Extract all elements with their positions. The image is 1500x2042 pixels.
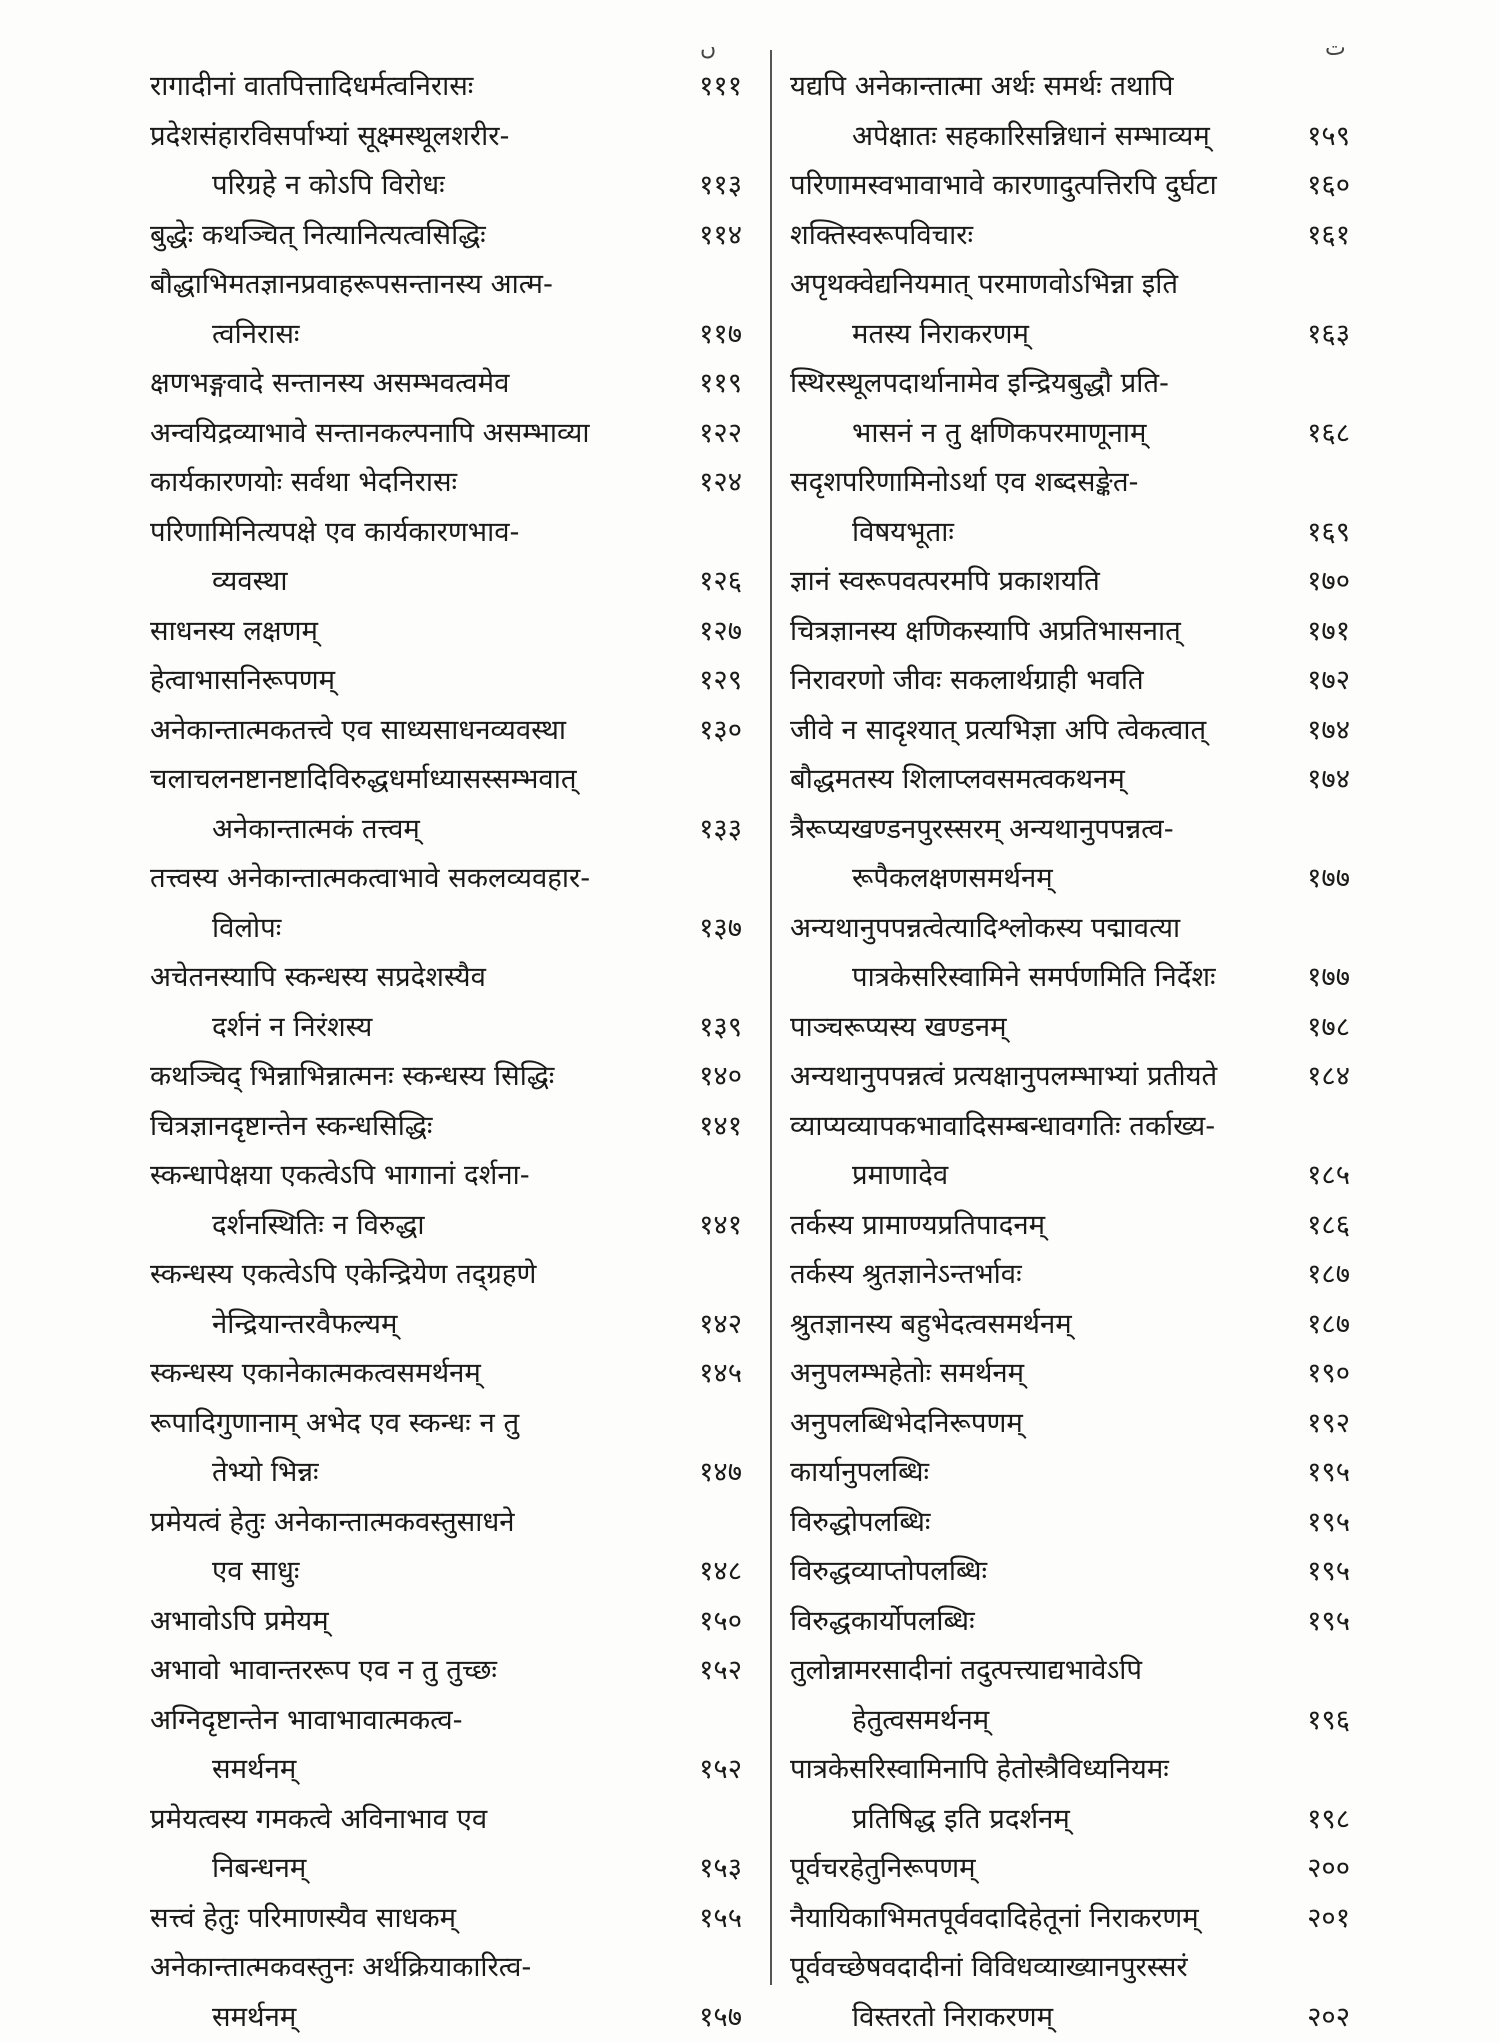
entry-title-line: साधनस्य लक्षणम् xyxy=(150,607,742,657)
entry-title-line: व्यवस्था xyxy=(150,557,742,607)
entry-title-line: तर्कस्य श्रुतज्ञानेऽन्तर्भावः xyxy=(790,1250,1350,1300)
entry-title-line: अन्यथानुपपन्नत्वेत्यादिश्लोकस्य पद्मावत्या xyxy=(790,904,1350,954)
entry-title-line: अनेकान्तात्मकं तत्त्वम् xyxy=(150,805,742,855)
entry-title-line: नेन्द्रियान्तरवैफल्यम् xyxy=(150,1300,742,1350)
toc-entry xyxy=(790,557,1350,607)
entry-title-line: विरुद्धकार्योपलब्धिः xyxy=(790,1597,1350,1647)
entry-title-line: पात्रकेसरिस्वामिनापि हेतोस्त्रैविध्यनियमः xyxy=(790,1745,1350,1795)
entry-title-line: अनुपलम्भहेतोः समर्थनम् xyxy=(790,1349,1350,1399)
toc-entry xyxy=(150,508,742,607)
entry-title-line: निरावरणो जीवः सकलार्थग्राही भवति xyxy=(790,656,1350,706)
entry-title-line: त्वनिरासः xyxy=(150,310,742,360)
entry-title-line: हेत्वाभासनिरूपणम् xyxy=(150,656,742,706)
toc-entry xyxy=(150,458,742,508)
entry-title-line: दर्शनं न निरंशस्य xyxy=(150,1003,742,1053)
entry-title-line: अनेकान्तात्मकवस्तुनः अर्थक्रियाकारित्व- xyxy=(150,1943,742,1993)
toc-entry xyxy=(150,854,742,953)
entry-page-number: १५३ xyxy=(699,1844,742,1894)
entry-page-number: १८७ xyxy=(1307,1300,1350,1350)
entry-title-line: अपेक्षातः सहकारिसन्निधानं सम्भाव्यम् xyxy=(790,112,1350,162)
entry-title-line: विलोपः xyxy=(150,904,742,954)
toc-entry xyxy=(790,1498,1350,1548)
entry-page-number: १७४ xyxy=(1307,755,1350,805)
entry-title-line: विषयभूताः xyxy=(790,508,1350,558)
entry-title-line: अचेतनस्यापि स्कन्धस्य सप्रदेशस्यैव xyxy=(150,953,742,1003)
toc-entry xyxy=(790,1646,1350,1745)
toc-entry xyxy=(790,62,1350,161)
entry-page-number: १३९ xyxy=(699,1003,742,1053)
toc-entry xyxy=(150,755,742,854)
entry-page-number: १६३ xyxy=(1307,310,1350,360)
toc-entry xyxy=(150,1646,742,1696)
entry-page-number: १७४ xyxy=(1307,706,1350,756)
entry-title-line: परिणामिनित्यपक्षे एव कार्यकारणभाव- xyxy=(150,508,742,558)
entry-title-line: अपृथक्वेद्यनियमात् परमाणवोऽभिन्ना इति xyxy=(790,260,1350,310)
toc-entry xyxy=(790,1399,1350,1449)
entry-title-line: प्रमेयत्वं हेतुः अनेकान्तात्मकवस्तुसाधने xyxy=(150,1498,742,1548)
toc-entry xyxy=(150,211,742,261)
entry-page-number: ११३ xyxy=(699,161,742,211)
entry-title-line: क्षणभङ्गवादे सन्तानस्य असम्भवत्वमेव xyxy=(150,359,742,409)
entry-page-number: २०१ xyxy=(1307,1894,1350,1944)
entry-page-number: १४१ xyxy=(699,1201,742,1251)
entry-page-number: १८४ xyxy=(1307,1052,1350,1102)
entry-title-line: अन्यथानुपपन्नत्वं प्रत्यक्षानुपलम्भाभ्यां प्रतीयते xyxy=(790,1052,1350,1102)
entry-page-number: १६८ xyxy=(1307,409,1350,459)
entry-title-line: शक्तिस्वरूपविचारः xyxy=(790,211,1350,261)
entry-title-line: पूर्ववच्छेषवदादीनां विविधव्याख्यानपुरस्सरं xyxy=(790,1943,1350,1993)
entry-title-line: तुलोन्नामरसादीनां तदुत्पत्त्याद्यभावेऽपि xyxy=(790,1646,1350,1696)
entry-page-number: १९५ xyxy=(1307,1547,1350,1597)
entry-page-number: ११४ xyxy=(699,211,742,261)
entry-title-line: अभावो भावान्तररूप एव न तु तुच्छः xyxy=(150,1646,742,1696)
toc-entry xyxy=(790,1547,1350,1597)
toc-entry xyxy=(790,260,1350,359)
entry-title-line: पूर्वचरहेतुनिरूपणम् xyxy=(790,1844,1350,1894)
entry-page-number: १२४ xyxy=(699,458,742,508)
entry-page-number: १४२ xyxy=(699,1300,742,1350)
entry-page-number: १९८ xyxy=(1307,1795,1350,1845)
entry-title-line: नैयायिकाभिमतपूर्ववदादिहेतूनां निराकरणम् xyxy=(790,1894,1350,1944)
entry-title-line: श्रुतज्ञानस्य बहुभेदत्वसमर्थनम् xyxy=(790,1300,1350,1350)
entry-page-number: १७० xyxy=(1307,557,1350,607)
entry-page-number: १५२ xyxy=(699,1646,742,1696)
toc-entry xyxy=(790,1745,1350,1844)
toc-entry xyxy=(790,1300,1350,1350)
entry-page-number: १९० xyxy=(1307,1349,1350,1399)
entry-title-line: रूपैकलक्षणसमर्थनम् xyxy=(790,854,1350,904)
toc-entry xyxy=(790,161,1350,211)
entry-title-line: बुद्धेः कथञ्चित् नित्यानित्यत्वसिद्धिः xyxy=(150,211,742,261)
column-divider xyxy=(770,50,772,1985)
corner-mark-left: ں xyxy=(700,36,716,61)
toc-entry xyxy=(150,1795,742,1894)
entry-title-line: प्रमाणादेव xyxy=(790,1151,1350,1201)
entry-title-line: विरुद्धोपलब्धिः xyxy=(790,1498,1350,1548)
entry-page-number: १४८ xyxy=(699,1547,742,1597)
entry-page-number: १२७ xyxy=(699,607,742,657)
entry-title-line: अन्वयिद्रव्याभावे सन्तानकल्पनापि असम्भाव्या xyxy=(150,409,742,459)
entry-page-number: १७१ xyxy=(1307,607,1350,657)
toc-entry xyxy=(790,1844,1350,1894)
entry-page-number: ११९ xyxy=(699,359,742,409)
corner-mark-right: ت xyxy=(1325,36,1346,61)
toc-entry xyxy=(150,1102,742,1152)
toc-entry xyxy=(790,1349,1350,1399)
entry-title-line: अभावोऽपि प्रमेयम् xyxy=(150,1597,742,1647)
toc-entry xyxy=(150,359,742,409)
entry-page-number: ११७ xyxy=(699,310,742,360)
entry-page-number: २०२ xyxy=(1307,1993,1350,2042)
entry-title-line: चित्रज्ञानस्य क्षणिकस्यापि अप्रतिभासनात् xyxy=(790,607,1350,657)
entry-page-number: १४७ xyxy=(699,1448,742,1498)
toc-entry xyxy=(150,1349,742,1399)
entry-title-line: स्कन्धस्य एकत्वेऽपि एकेन्द्रियेण तद्ग्रहणे xyxy=(150,1250,742,1300)
entry-page-number: १५० xyxy=(699,1597,742,1647)
toc-entry xyxy=(150,1250,742,1349)
entry-page-number: १९५ xyxy=(1307,1448,1350,1498)
entry-title-line: पात्रकेसरिस्वामिने समर्पणमिति निर्देशः xyxy=(790,953,1350,1003)
toc-entry xyxy=(790,1052,1350,1102)
entry-page-number: १८७ xyxy=(1307,1250,1350,1300)
toc-entry xyxy=(790,1102,1350,1201)
entry-page-number: १४१ xyxy=(699,1102,742,1152)
entry-page-number: १८६ xyxy=(1307,1201,1350,1251)
toc-entry xyxy=(150,1399,742,1498)
entry-title-line: त्रैरूप्यखण्डनपुरस्सरम् अन्यथानुपपन्नत्व- xyxy=(790,805,1350,855)
toc-entry xyxy=(790,211,1350,261)
entry-page-number: १८५ xyxy=(1307,1151,1350,1201)
toc-entry xyxy=(150,1943,742,2042)
entry-title-line: रूपादिगुणानाम् अभेद एव स्कन्धः न तु xyxy=(150,1399,742,1449)
entry-title-line: तेभ्यो भिन्नः xyxy=(150,1448,742,1498)
entry-page-number: १४० xyxy=(699,1052,742,1102)
entry-title-line: बौद्धमतस्य शिलाप्लवसमत्वकथनम् xyxy=(790,755,1350,805)
entry-title-line: एव साधुः xyxy=(150,1547,742,1597)
entry-title-line: तर्कस्य प्रामाण्यप्रतिपादनम् xyxy=(790,1201,1350,1251)
entry-title-line: निबन्धनम् xyxy=(150,1844,742,1894)
entry-page-number: १५७ xyxy=(699,1993,742,2042)
entry-title-line: रागादीनां वातपित्तादिधर्मत्वनिरासः xyxy=(150,62,742,112)
entry-title-line: अग्निदृष्टान्तेन भावाभावात्मकत्व- xyxy=(150,1696,742,1746)
toc-entry xyxy=(150,607,742,657)
toc-entry xyxy=(790,1597,1350,1647)
entry-title-line: व्याप्यव्यापकभावादिसम्बन्धावगतिः तर्काख्य- xyxy=(790,1102,1350,1152)
toc-entry xyxy=(150,62,742,112)
entry-title-line: बौद्धाभिमतज्ञानप्रवाहरूपसन्तानस्य आत्म- xyxy=(150,260,742,310)
entry-title-line: पाञ्चरूप्यस्य खण्डनम् xyxy=(790,1003,1350,1053)
entry-title-line: कथञ्चिद् भिन्नाभिन्नात्मनः स्कन्धस्य सिद्धिः xyxy=(150,1052,742,1102)
entry-title-line: समर्थनम् xyxy=(150,1993,742,2042)
entry-title-line: चित्रज्ञानदृष्टान्तेन स्कन्धसिद्धिः xyxy=(150,1102,742,1152)
entry-title-line: स्थिरस्थूलपदार्थानामेव इन्द्रियबुद्धौ प्रति- xyxy=(790,359,1350,409)
toc-entry xyxy=(790,607,1350,657)
entry-page-number: १५५ xyxy=(699,1894,742,1944)
toc-entry xyxy=(150,953,742,1052)
entry-page-number: १११ xyxy=(699,62,742,112)
entry-page-number: १५९ xyxy=(1307,112,1350,162)
entry-title-line: चलाचलनष्टानष्टादिविरुद्धधर्माध्यासस्सम्भवात् xyxy=(150,755,742,805)
entry-page-number: १३७ xyxy=(699,904,742,954)
toc-entry xyxy=(150,112,742,211)
entry-page-number: १६१ xyxy=(1307,211,1350,261)
entry-page-number: १९२ xyxy=(1307,1399,1350,1449)
entry-page-number: १३३ xyxy=(699,805,742,855)
toc-entry xyxy=(150,1151,742,1250)
entry-page-number: १७७ xyxy=(1307,854,1350,904)
toc-entry xyxy=(790,359,1350,458)
toc-entry xyxy=(150,1498,742,1597)
entry-title-line: प्रतिषिद्ध इति प्रदर्शनम् xyxy=(790,1795,1350,1845)
entry-title-line: प्रमेयत्वस्य गमकत्वे अविनाभाव एव xyxy=(150,1795,742,1845)
entry-page-number: १९५ xyxy=(1307,1498,1350,1548)
entry-title-line: अनुपलब्धिभेदनिरूपणम् xyxy=(790,1399,1350,1449)
entry-title-line: सत्त्वं हेतुः परिमाणस्यैव साधकम् xyxy=(150,1894,742,1944)
entry-title-line: विरुद्धव्याप्तोपलब्धिः xyxy=(790,1547,1350,1597)
toc-entry xyxy=(150,260,742,359)
entry-title-line: तत्त्वस्य अनेकान्तात्मकत्वाभावे सकलव्यवहार- xyxy=(150,854,742,904)
entry-title-line: जीवे न सादृश्यात् प्रत्यभिज्ञा अपि त्वेकत्वात् xyxy=(790,706,1350,756)
toc-entry xyxy=(790,755,1350,805)
entry-page-number: २०० xyxy=(1307,1844,1350,1894)
entry-page-number: १७७ xyxy=(1307,953,1350,1003)
toc-entry xyxy=(150,656,742,706)
entry-title-line: स्कन्धापेक्षया एकत्वेऽपि भागानां दर्शना- xyxy=(150,1151,742,1201)
entry-title-line: सदृशपरिणामिनोऽर्था एव शब्दसङ्केत- xyxy=(790,458,1350,508)
entry-title-line: समर्थनम् xyxy=(150,1745,742,1795)
toc-entry xyxy=(790,706,1350,756)
entry-title-line: भासनं न तु क्षणिकपरमाणूनाम् xyxy=(790,409,1350,459)
entry-title-line: दर्शनस्थितिः न विरुद्धा xyxy=(150,1201,742,1251)
left-column xyxy=(150,62,742,2042)
entry-title-line: हेतुत्वसमर्थनम् xyxy=(790,1696,1350,1746)
entry-title-line: ज्ञानं स्वरूपवत्परमपि प्रकाशयति xyxy=(790,557,1350,607)
entry-page-number: १३० xyxy=(699,706,742,756)
entry-title-line: परिणामस्वभावाभावे कारणादुत्पत्तिरपि दुर्घटा xyxy=(790,161,1350,211)
entry-page-number: १२२ xyxy=(699,409,742,459)
right-column xyxy=(790,62,1350,2042)
toc-entry xyxy=(150,409,742,459)
toc-entry xyxy=(790,1894,1350,1944)
entry-page-number: १७२ xyxy=(1307,656,1350,706)
entry-page-number: १४५ xyxy=(699,1349,742,1399)
entry-page-number: १५२ xyxy=(699,1745,742,1795)
entry-title-line: अनेकान्तात्मकतत्त्वे एव साध्यसाधनव्यवस्था xyxy=(150,706,742,756)
entry-page-number: १९६ xyxy=(1307,1696,1350,1746)
entry-page-number: १६० xyxy=(1307,161,1350,211)
toc-entry xyxy=(790,458,1350,557)
entry-page-number: १२९ xyxy=(699,656,742,706)
entry-title-line: विस्तरतो निराकरणम् xyxy=(790,1993,1350,2042)
toc-entry xyxy=(150,706,742,756)
toc-entry xyxy=(150,1696,742,1795)
toc-entry xyxy=(150,1597,742,1647)
entry-title-line: मतस्य निराकरणम् xyxy=(790,310,1350,360)
toc-entry xyxy=(790,1003,1350,1053)
entry-title-line: यद्यपि अनेकान्तात्मा अर्थः समर्थः तथापि xyxy=(790,62,1350,112)
toc-entry xyxy=(790,656,1350,706)
toc-entry xyxy=(790,805,1350,904)
toc-entry xyxy=(790,1448,1350,1498)
entry-title-line: प्रदेशसंहारविसर्पाभ्यां सूक्ष्मस्थूलशरीर- xyxy=(150,112,742,162)
entry-page-number: १७८ xyxy=(1307,1003,1350,1053)
entry-page-number: १६९ xyxy=(1307,508,1350,558)
toc-entry xyxy=(790,1201,1350,1251)
entry-page-number: १९५ xyxy=(1307,1597,1350,1647)
toc-entry xyxy=(790,904,1350,1003)
entry-title-line: स्कन्धस्य एकानेकात्मकत्वसमर्थनम् xyxy=(150,1349,742,1399)
toc-entry xyxy=(790,1250,1350,1300)
toc-entry xyxy=(150,1894,742,1944)
entry-title-line: कार्यकारणयोः सर्वथा भेदनिरासः xyxy=(150,458,742,508)
entry-title-line: कार्यानुपलब्धिः xyxy=(790,1448,1350,1498)
toc-entry xyxy=(790,1943,1350,2042)
entry-page-number: १२६ xyxy=(699,557,742,607)
entry-title-line: परिग्रहे न कोऽपि विरोधः xyxy=(150,161,742,211)
toc-entry xyxy=(150,1052,742,1102)
